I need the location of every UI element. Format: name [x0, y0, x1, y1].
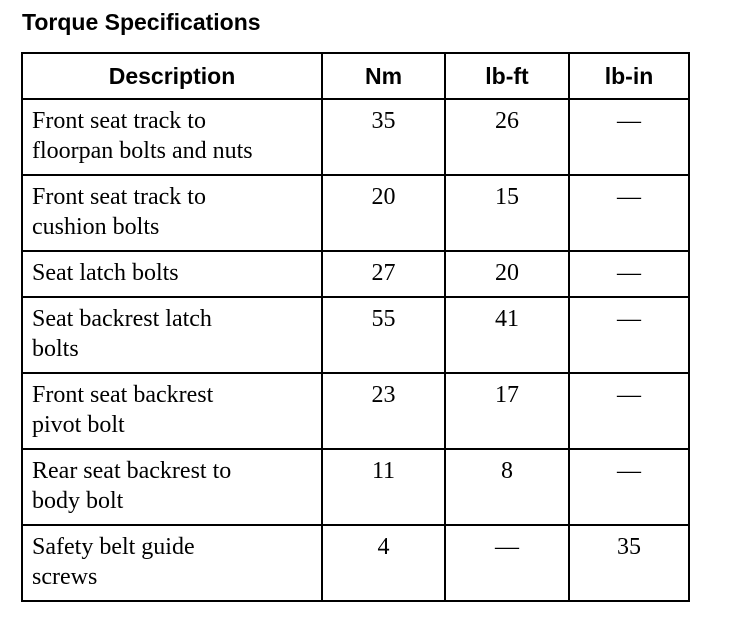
- lb-in-cell: —: [569, 251, 689, 297]
- nm-cell: 27: [322, 251, 445, 297]
- lb-in-cell: —: [569, 175, 689, 251]
- description-cell: [22, 251, 322, 297]
- lb-ft-cell: 8: [445, 449, 569, 525]
- description-line: Front seat backrest: [32, 382, 214, 408]
- description-line: floorpan bolts and nuts: [32, 138, 253, 164]
- column-header-lb-in: lb-in: [569, 53, 689, 99]
- lb-in-cell: —: [569, 99, 689, 175]
- lb-ft-cell: 15: [445, 175, 569, 251]
- description-cell: [22, 373, 322, 449]
- nm-cell: 35: [322, 99, 445, 175]
- lb-in-cell: —: [569, 373, 689, 449]
- description-cell: [22, 175, 322, 251]
- column-header-description: Description: [22, 53, 322, 99]
- column-header-nm: Nm: [322, 53, 445, 99]
- description-cell: [22, 525, 322, 601]
- description-line: pivot bolt: [32, 412, 125, 438]
- description-cell: [22, 99, 322, 175]
- description-cell: [22, 297, 322, 373]
- lb-ft-cell: 41: [445, 297, 569, 373]
- description-line: Seat backrest latch: [32, 306, 212, 332]
- nm-cell: 11: [322, 449, 445, 525]
- description-line: bolts: [32, 336, 79, 362]
- table-row: [22, 373, 689, 449]
- column-header-lb-ft: lb-ft: [445, 53, 569, 99]
- nm-cell: 20: [322, 175, 445, 251]
- table-header-row: [22, 53, 689, 99]
- description-line: screws: [32, 564, 98, 590]
- description-line: Rear seat backrest to: [32, 458, 232, 484]
- description-cell: [22, 449, 322, 525]
- lb-ft-cell: —: [445, 525, 569, 601]
- lb-in-cell: —: [569, 297, 689, 373]
- page-title: Torque Specifications: [22, 9, 261, 35]
- lb-ft-cell: 17: [445, 373, 569, 449]
- table-row: [22, 525, 689, 601]
- lb-ft-cell: 26: [445, 99, 569, 175]
- torque-specifications-table: [21, 52, 690, 602]
- lb-ft-cell: 20: [445, 251, 569, 297]
- nm-cell: 23: [322, 373, 445, 449]
- lb-in-cell: 35: [569, 525, 689, 601]
- nm-cell: 4: [322, 525, 445, 601]
- lb-in-cell: —: [569, 449, 689, 525]
- table-row: [22, 175, 689, 251]
- table-row: [22, 99, 689, 175]
- description-line: Front seat track to: [32, 184, 206, 210]
- nm-cell: 55: [322, 297, 445, 373]
- description-line: Seat latch bolts: [32, 260, 179, 286]
- description-line: body bolt: [32, 488, 124, 514]
- table-row: [22, 251, 689, 297]
- description-line: Front seat track to: [32, 108, 206, 134]
- description-line: Safety belt guide: [32, 534, 195, 560]
- table-row: [22, 449, 689, 525]
- table-row: [22, 297, 689, 373]
- description-line: cushion bolts: [32, 214, 160, 240]
